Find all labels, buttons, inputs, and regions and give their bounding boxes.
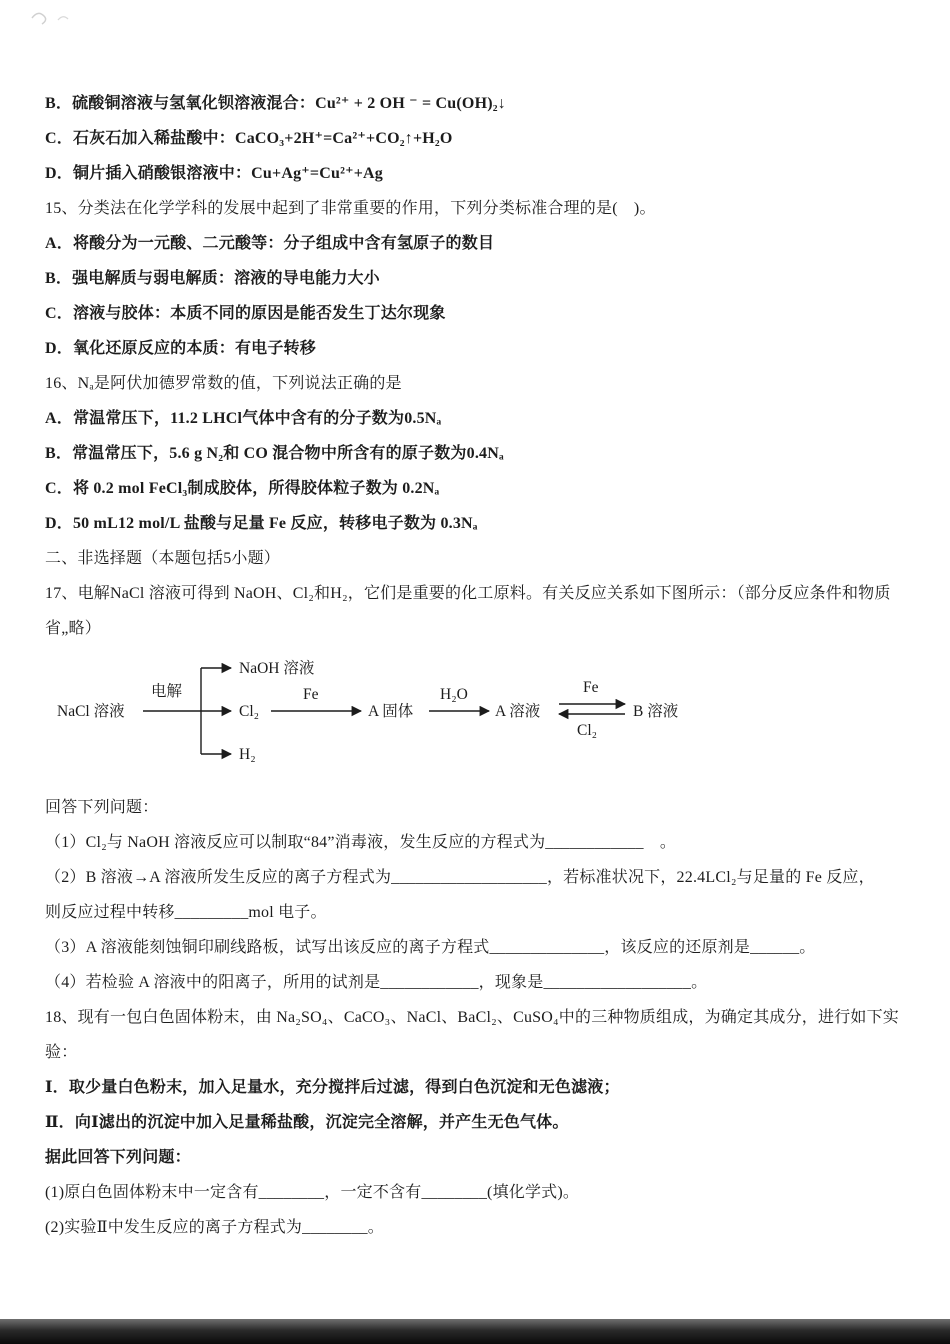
q16-option-a: A．常温常压下，11.2 LHCl气体中含有的分子数为0.5Nₐ xyxy=(45,410,442,427)
q16-stem: 16、Nₐ是阿伏加德罗常数的值，下列说法正确的是 xyxy=(45,375,402,392)
section-header-non-choice: 二、非选择题（本题包括5小题） xyxy=(45,550,281,567)
page-bottom-scan-bar xyxy=(0,1319,950,1344)
label-h2: H₂ xyxy=(239,746,256,763)
q18-experiment-1: Ⅰ．取少量白色粉末，加入足量水，充分搅拌后过滤，得到白色沉淀和无色滤液； xyxy=(45,1079,620,1096)
q17-answer-prompt: 回答下列问题： xyxy=(45,799,159,816)
q14-option-b: B．硫酸铜溶液与氢氧化钡溶液混合：Cu²⁺ + 2 OH ⁻ = Cu(OH)₂↓ xyxy=(45,95,506,112)
q15-option-a: A．将酸分为一元酸、二元酸等：分子组成中含有氢原子的数目 xyxy=(45,235,495,252)
q17-stem-line-2: 省„略） xyxy=(45,620,101,637)
q16-option-c: C．将 0.2 mol FeCl₃制成胶体，所得胶体粒子数为 0.2Nₐ xyxy=(45,480,440,497)
label-fe-condition: Fe xyxy=(303,686,319,703)
q16-option-d: D．50 mL12 mol/L 盐酸与足量 Fe 反应，转移电子数为 0.3Nₐ xyxy=(45,515,478,532)
q14-option-c: C．石灰石加入稀盐酸中：CaCO₃+2H⁺=Ca²⁺+CO₂↑+H₂O xyxy=(45,130,453,147)
q17-part-1: （1）Cl₂与 NaOH 溶液反应可以制取“84”消毒液，发生反应的方程式为____________ 。 xyxy=(45,834,677,851)
q16-option-b: B．常温常压下，5.6 g N₂和 CO 混合物中所含有的原子数为0.4Nₐ xyxy=(45,445,504,462)
label-nacl-solution: NaCl 溶液 xyxy=(57,703,125,720)
reaction-flow-diagram xyxy=(53,654,910,776)
q17-part-2-line-2: 则反应过程中转移_________mol 电子。 xyxy=(45,904,327,921)
q17-part-3: （3）A 溶液能刻蚀铜印刷线路板，试写出该反应的离子方程式______________，该反应的还原剂是______。 xyxy=(45,939,816,956)
label-cl2-equilibrium: Cl₂ xyxy=(577,722,598,739)
label-electrolysis: 电解 xyxy=(151,683,183,700)
q18-stem-line-2: 验： xyxy=(45,1044,78,1061)
q18-experiment-2: Ⅱ．向Ⅰ滤出的沉淀中加入足量稀盐酸，沉淀完全溶解，并产生无色气体。 xyxy=(45,1114,569,1131)
label-b-solution: B 溶液 xyxy=(633,703,679,720)
reaction-diagram-svg xyxy=(53,654,713,776)
q17-part-2-line-1: （2）B 溶液→A 溶液所发生反应的离子方程式为___________________，若标准状况下，22.4LCl₂与足量的 Fe 反应， xyxy=(45,869,875,886)
scan-artifact-marks xyxy=(28,4,88,30)
label-h2o-condition: H₂O xyxy=(440,686,468,703)
q14-option-d: D．铜片插入硝酸银溶液中：Cu+Ag⁺=Cu²⁺+Ag xyxy=(45,165,384,182)
label-fe-equilibrium: Fe xyxy=(583,679,599,696)
q15-option-d: D．氧化还原反应的本质：有电子转移 xyxy=(45,340,316,357)
label-cl2: Cl₂ xyxy=(239,703,260,720)
exam-page xyxy=(45,92,910,1251)
q15-option-c: C．溶液与胶体：本质不同的原因是能否发生丁达尔现象 xyxy=(45,305,446,322)
q15-option-b: B．强电解质与弱电解质：溶液的导电能力大小 xyxy=(45,270,380,287)
q17-part-4: （4）若检验 A 溶液中的阳离子，所用的试剂是____________，现象是__________________。 xyxy=(45,974,708,991)
label-naoh-solution: NaOH 溶液 xyxy=(239,660,315,677)
label-a-solution: A 溶液 xyxy=(495,703,541,720)
q15-stem: 15、分类法在化学学科的发展中起到了非常重要的作用，下列分类标准合理的是( )。 xyxy=(45,200,656,217)
q18-answer-prompt: 据此回答下列问题： xyxy=(45,1149,191,1166)
q18-stem-line-1: 18、现有一包白色固体粉末，由 Na₂SO₄、CaCO₃、NaCl、BaCl₂、CuSO₄中的三种物质组成，为确定其成分，进行如下实 xyxy=(45,1009,899,1026)
q18-part-2: (2)实验Ⅱ中发生反应的离子方程式为________。 xyxy=(45,1219,384,1236)
q18-part-1: (1)原白色固体粉末中一定含有________，一定不含有________(填化学式)。 xyxy=(45,1184,580,1201)
label-a-solid: A 固体 xyxy=(368,703,414,720)
q17-stem-line-1: 17、电解NaCl 溶液可得到 NaOH、Cl₂和H₂，它们是重要的化工原料。有关反应关系如下图所示：（部分反应条件和物质 xyxy=(45,585,891,602)
